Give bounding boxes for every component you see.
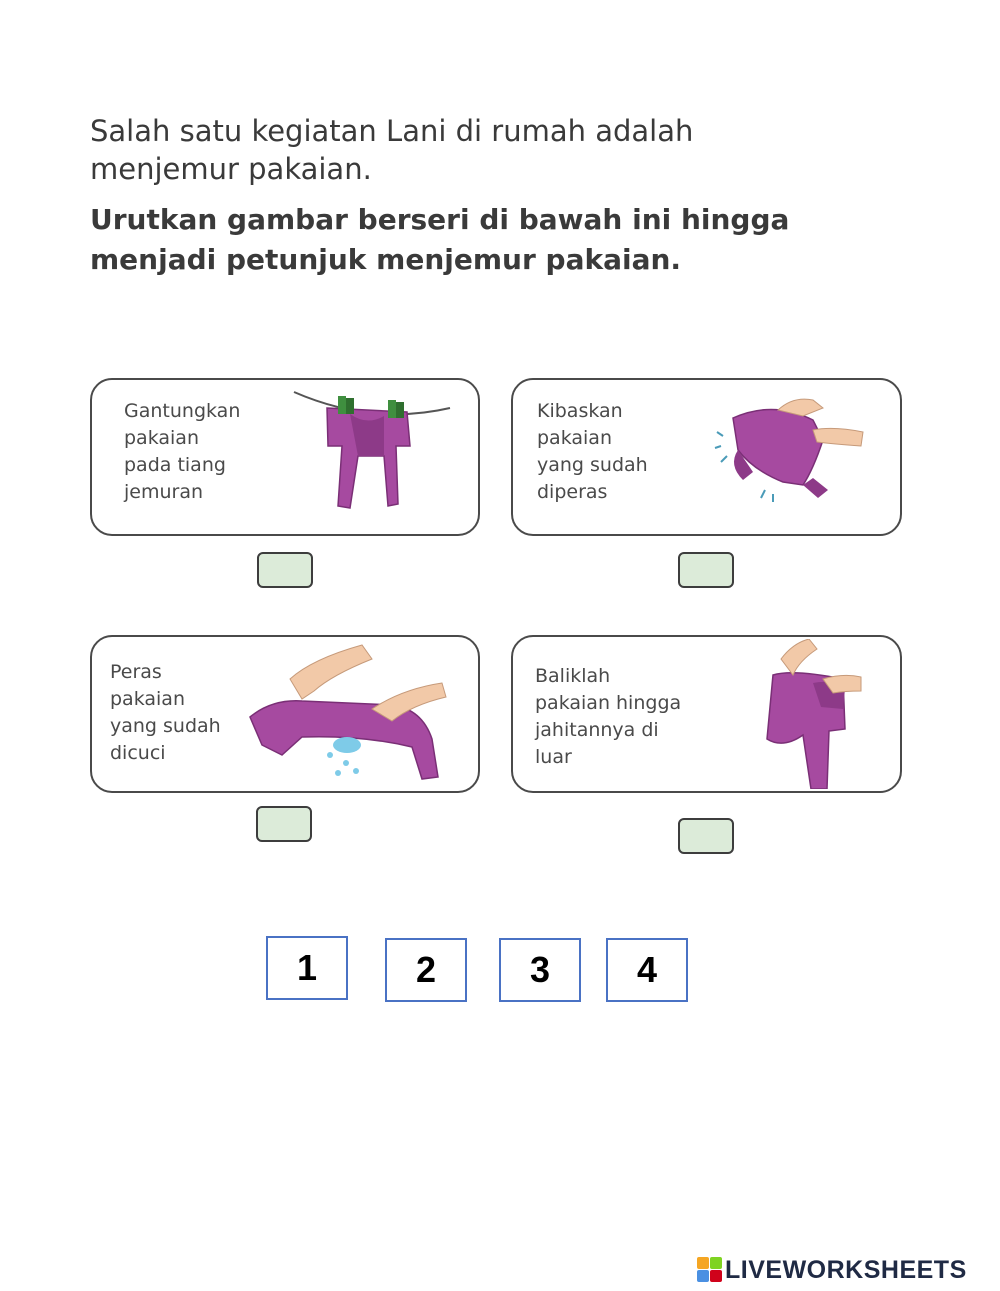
answer-box-turn-inside-out[interactable] [678, 818, 734, 854]
answer-box-hang-clothes[interactable] [257, 552, 313, 588]
instruction-text: Urutkan gambar berseri di bawah ini hingga menjadi petunjuk menjemur pakaian. [90, 203, 790, 276]
card-text: Baliklah pakaian hingga jahitannya di luar [535, 665, 682, 768]
clothesline-icon [292, 386, 452, 521]
turn-inside-out-icon [753, 639, 863, 789]
number-tile-3[interactable]: 3 [499, 938, 581, 1002]
number-tile-1[interactable]: 1 [266, 936, 348, 1000]
number-tile-4[interactable]: 4 [606, 938, 688, 1002]
intro-text: Salah satu kegiatan Lani di rumah adalah menjemur pakaian. [90, 114, 694, 186]
card-turn-inside-out [511, 635, 902, 793]
answer-box-wring-clothes[interactable] [256, 806, 312, 842]
card-shake-clothes [511, 378, 902, 536]
liveworksheets-logo-icon [697, 1257, 723, 1283]
wring-clothes-icon [242, 639, 457, 784]
card-hang-clothes [90, 378, 480, 536]
number-tile-2[interactable]: 2 [385, 938, 467, 1002]
shake-clothes-icon [713, 390, 873, 510]
card-wring-clothes [90, 635, 480, 793]
card-text: Peras pakaian yang sudah dicuci [110, 661, 221, 764]
brand-text: LIVEWORKSHEETS [725, 1255, 967, 1284]
liveworksheets-brand [697, 1255, 967, 1285]
answer-box-shake-clothes[interactable] [678, 552, 734, 588]
card-text: Gantungkan pakaian pada tiang jemuran [124, 400, 241, 503]
card-text: Kibaskan pakaian yang sudah diperas [537, 400, 648, 503]
